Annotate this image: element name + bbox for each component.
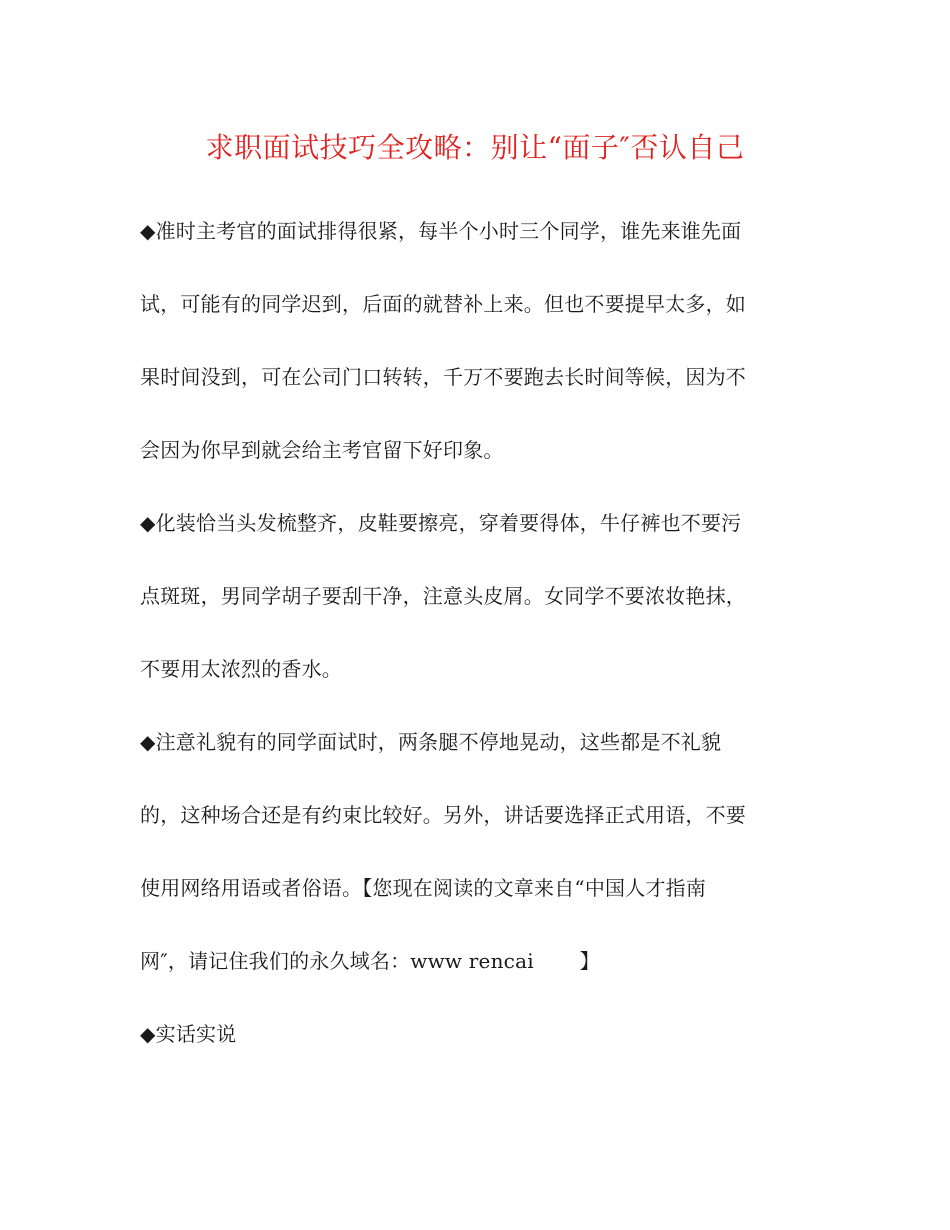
- paragraph-line: 会因为你早到就会给主考官留下好印象。: [140, 438, 504, 462]
- paragraph-line: ◆注意礼貌有的同学面试时，两条腿不停地晃动，这些都是不礼貌: [140, 730, 722, 754]
- paragraph-line: 使用网络用语或者俗语。【您现在阅读的文章来自“中国人才指南: [140, 876, 707, 900]
- paragraph-line: ◆化装恰当头发梳整齐，皮鞋要擦亮，穿着要得体，牛仔裤也不要污: [140, 511, 742, 535]
- paragraph-line: 点斑斑，男同学胡子要刮干净，注意头皮屑。女同学不要浓妆艳抹，: [140, 584, 746, 608]
- paragraph-line: 不要用太浓烈的香水。: [140, 657, 342, 681]
- document-title: 求职面试技巧全攻略：别让“面子″否认自己: [205, 131, 745, 164]
- paragraph-line: 的，这种场合还是有约束比较好。另外，讲话要选择正式用语，不要: [140, 803, 746, 827]
- paragraph-line: 试，可能有的同学迟到，后面的就替补上来。但也不要提早太多，如: [140, 292, 746, 316]
- paragraph-line: 果时间没到，可在公司门口转转，千万不要跑去长时间等候，因为不: [140, 365, 746, 389]
- paragraph-line: 网″，请记住我们的永久域名：www rencai 】: [140, 949, 600, 973]
- paragraph-line: ◆实话实说: [140, 1022, 237, 1046]
- paragraph-line: ◆准时主考官的面试排得很紧，每半个小时三个同学，谁先来谁先面: [140, 219, 742, 243]
